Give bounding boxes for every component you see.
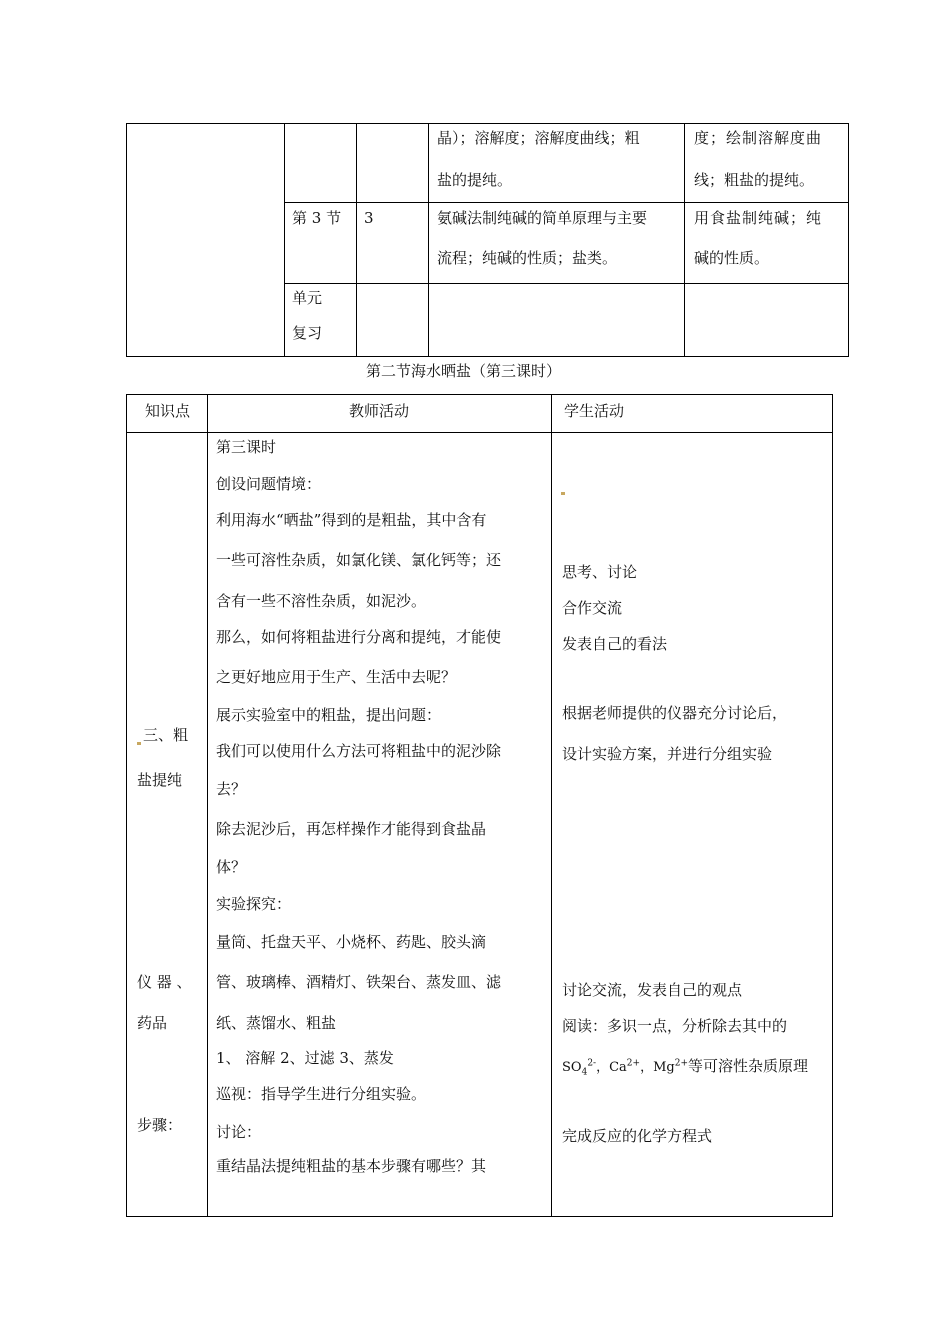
skills-cell-line: 度；绘制溶解度曲: [694, 129, 823, 147]
header-teacher: 教师活动: [349, 402, 410, 420]
teacher-line: 利用海水“晒盐”得到的是粗盐，其中含有: [216, 511, 487, 529]
col-divider: [126, 394, 127, 1217]
table-bottom-border: [126, 356, 849, 357]
teacher-line: 体？: [216, 858, 247, 876]
teacher-line: 那么，如何将粗盐进行分离和提纯，才能使: [216, 628, 502, 646]
teacher-line: 创设问题情境：: [216, 475, 322, 493]
teacher-line: 之更好地应用于生产、生活中去呢？: [216, 668, 457, 686]
teacher-line: 展示实验室中的粗盐，提出问题：: [216, 706, 442, 724]
teacher-line: 管、玻璃棒、酒精灯、铁架台、蒸发皿、滤: [216, 973, 502, 991]
section-cell-line: 单元: [292, 289, 323, 307]
skills-cell-line: 线；粗盐的提纯。: [694, 171, 815, 189]
col-divider: [284, 123, 285, 357]
teacher-line: 量筒、托盘天平、小烧杯、药匙、胶头滴: [216, 933, 487, 951]
student-ion-line: $SO_4^{2-}$，$Ca^{2+}$，$Mg^{2+}$等可溶性杂质原理: [562, 1057, 809, 1078]
student-line: 讨论交流，发表自己的观点: [562, 981, 743, 999]
row-divider: [284, 202, 849, 203]
col-divider: [551, 394, 552, 1217]
content-cell-line: 晶）；溶解度；溶解度曲线；粗: [437, 129, 640, 147]
col-divider: [428, 123, 429, 357]
knowledge-item: 盐提纯: [137, 771, 183, 789]
header-divider: [126, 432, 833, 433]
annotation-mark: [137, 742, 141, 745]
section-cell-line: 复习: [292, 324, 323, 342]
hours-cell: 3: [364, 209, 374, 227]
teacher-line: 去？: [216, 780, 247, 798]
teacher-line: 含有一些不溶性杂质，如泥沙。: [216, 592, 427, 610]
knowledge-item: 药品: [137, 1014, 168, 1032]
teacher-line: 讨论：: [216, 1123, 262, 1141]
knowledge-item: 三、粗: [135, 725, 188, 745]
teacher-line: 重结晶法提纯粗盐的基本步骤有哪些？其: [216, 1157, 487, 1175]
table-top-border: [126, 123, 849, 124]
teacher-line: 我们可以使用什么方法可将粗盐中的泥沙除: [216, 742, 502, 760]
teacher-line: 除去泥沙后，再怎样操作才能得到食盐晶: [216, 820, 487, 838]
teacher-line: 第三课时: [216, 438, 277, 456]
student-line: 完成反应的化学方程式: [562, 1127, 713, 1145]
teacher-line: 纸、蒸馏水、粗盐: [216, 1014, 337, 1032]
lesson-title: 第二节海水晒盐（第三课时）: [366, 362, 562, 380]
table-bottom-border: [126, 1216, 833, 1217]
row-divider: [284, 283, 849, 284]
col-divider: [832, 394, 833, 1217]
header-knowledge: 知识点: [145, 402, 191, 420]
skills-cell-line: 用食盐制纯碱；纯: [694, 209, 823, 227]
teacher-line: 巡视：指导学生进行分组实验。: [216, 1085, 427, 1103]
knowledge-item: 步骤：: [137, 1116, 183, 1134]
teacher-line: 一些可溶性杂质，如氯化镁、氯化钙等；还: [216, 551, 502, 569]
col-divider: [848, 123, 849, 357]
col-divider: [207, 394, 208, 1217]
teacher-line: 1、 溶解 2、过滤 3、蒸发: [216, 1049, 394, 1067]
student-line: 阅读：多识一点，分析除去其中的: [562, 1017, 788, 1035]
student-line: 发表自己的看法: [562, 635, 668, 653]
annotation-mark: [561, 492, 565, 495]
col-divider: [356, 123, 357, 357]
skills-cell-line: 碱的性质。: [694, 249, 770, 267]
student-line: 设计实验方案，并进行分组实验: [562, 745, 773, 763]
content-cell-line: 氨碱法制纯碱的简单原理与主要: [437, 209, 648, 227]
content-cell-line: 盐的提纯。: [437, 171, 513, 189]
teacher-line: 实验探究：: [216, 895, 292, 913]
col-divider: [684, 123, 685, 357]
table-top-border: [126, 394, 833, 395]
content-cell-line: 流程；纯碱的性质；盐类。: [437, 249, 618, 267]
section-cell: 第 3 节: [292, 209, 342, 227]
student-line: 合作交流: [562, 599, 623, 617]
student-line: 根据老师提供的仪器充分讨论后，: [562, 704, 788, 722]
col-divider: [126, 123, 127, 357]
knowledge-item: 仪 器 、: [137, 973, 192, 991]
student-line: 思考、讨论: [562, 563, 638, 581]
header-student: 学生活动: [564, 402, 625, 420]
